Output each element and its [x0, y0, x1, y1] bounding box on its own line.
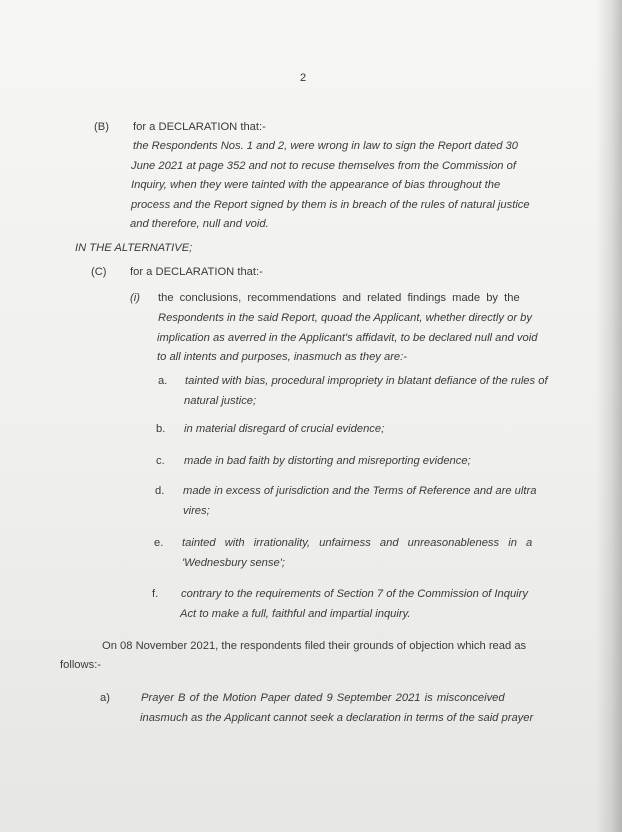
item-line: natural justice; — [184, 395, 257, 407]
objection-a-label: a) — [100, 692, 110, 704]
objection-a-line: Prayer B of the Motion Paper dated 9 September 2021 is misconceived — [141, 692, 505, 704]
prayer-c-intro: for a DECLARATION that:- — [130, 266, 263, 278]
prayer-c-sub-label: (i) — [130, 292, 140, 304]
item-line: made in excess of jurisdiction and the Terms of Reference and are ultra — [183, 485, 537, 497]
item-label: a. — [158, 375, 168, 387]
item-line: Act to make a full, faithful and impartial inquiry. — [180, 608, 411, 620]
item-line: vires; — [183, 505, 210, 517]
item-line: tainted with bias, procedural impropriety in blatant defiance of the rules of — [185, 375, 548, 387]
prayer-b-intro: for a DECLARATION that:- — [133, 121, 266, 133]
prayer-b-line: and therefore, null and void. — [130, 218, 269, 230]
item-line: made in bad faith by distorting and misreporting evidence; — [184, 455, 471, 467]
item-line: tainted with irrationality, unfairness and unreasonableness in a — [182, 537, 533, 549]
item-label: c. — [156, 455, 165, 467]
prayer-c-line: the conclusions, recommendations and related findings made by the — [158, 292, 520, 304]
objection-paragraph-line: follows:- — [60, 659, 102, 671]
prayer-b-label: (B) — [94, 121, 109, 133]
item-label: b. — [156, 423, 166, 435]
prayer-b-line: June 2021 at page 352 and not to recuse themselves from the Commission of — [131, 160, 516, 172]
prayer-c-line: to all intents and purposes, inasmuch as they are:- — [157, 351, 407, 363]
item-label: e. — [154, 537, 164, 549]
page-number: 2 — [300, 72, 307, 84]
prayer-b-line: Inquiry, when they were tainted with the appearance of bias throughout the — [131, 179, 501, 191]
prayer-c-line: Respondents in the said Report, quoad the Applicant, whether directly or by — [158, 312, 532, 324]
item-label: d. — [155, 485, 165, 497]
item-line: in material disregard of crucial evidence; — [184, 423, 385, 435]
item-line: contrary to the requirements of Section 7 of the Commission of Inquiry — [181, 588, 528, 600]
prayer-b-line: process and the Report signed by them is in breach of the rules of natural justice — [131, 199, 530, 211]
item-label: f. — [152, 588, 159, 600]
page-edge-shadow — [596, 0, 622, 832]
prayer-c-label: (C) — [91, 266, 107, 278]
objection-paragraph-line: On 08 November 2021, the respondents filed their grounds of objection which read as — [102, 640, 527, 652]
prayer-b-line: the Respondents Nos. 1 and 2, were wrong in law to sign the Report dated 30 — [133, 140, 518, 152]
objection-a-line: inasmuch as the Applicant cannot seek a declaration in terms of the said prayer — [140, 712, 534, 724]
item-line: 'Wednesbury sense'; — [182, 557, 285, 569]
prayer-c-line: implication as averred in the Applicant's affidavit, to be declared null and void — [157, 332, 538, 344]
alternative-heading: IN THE ALTERNATIVE; — [75, 242, 193, 254]
